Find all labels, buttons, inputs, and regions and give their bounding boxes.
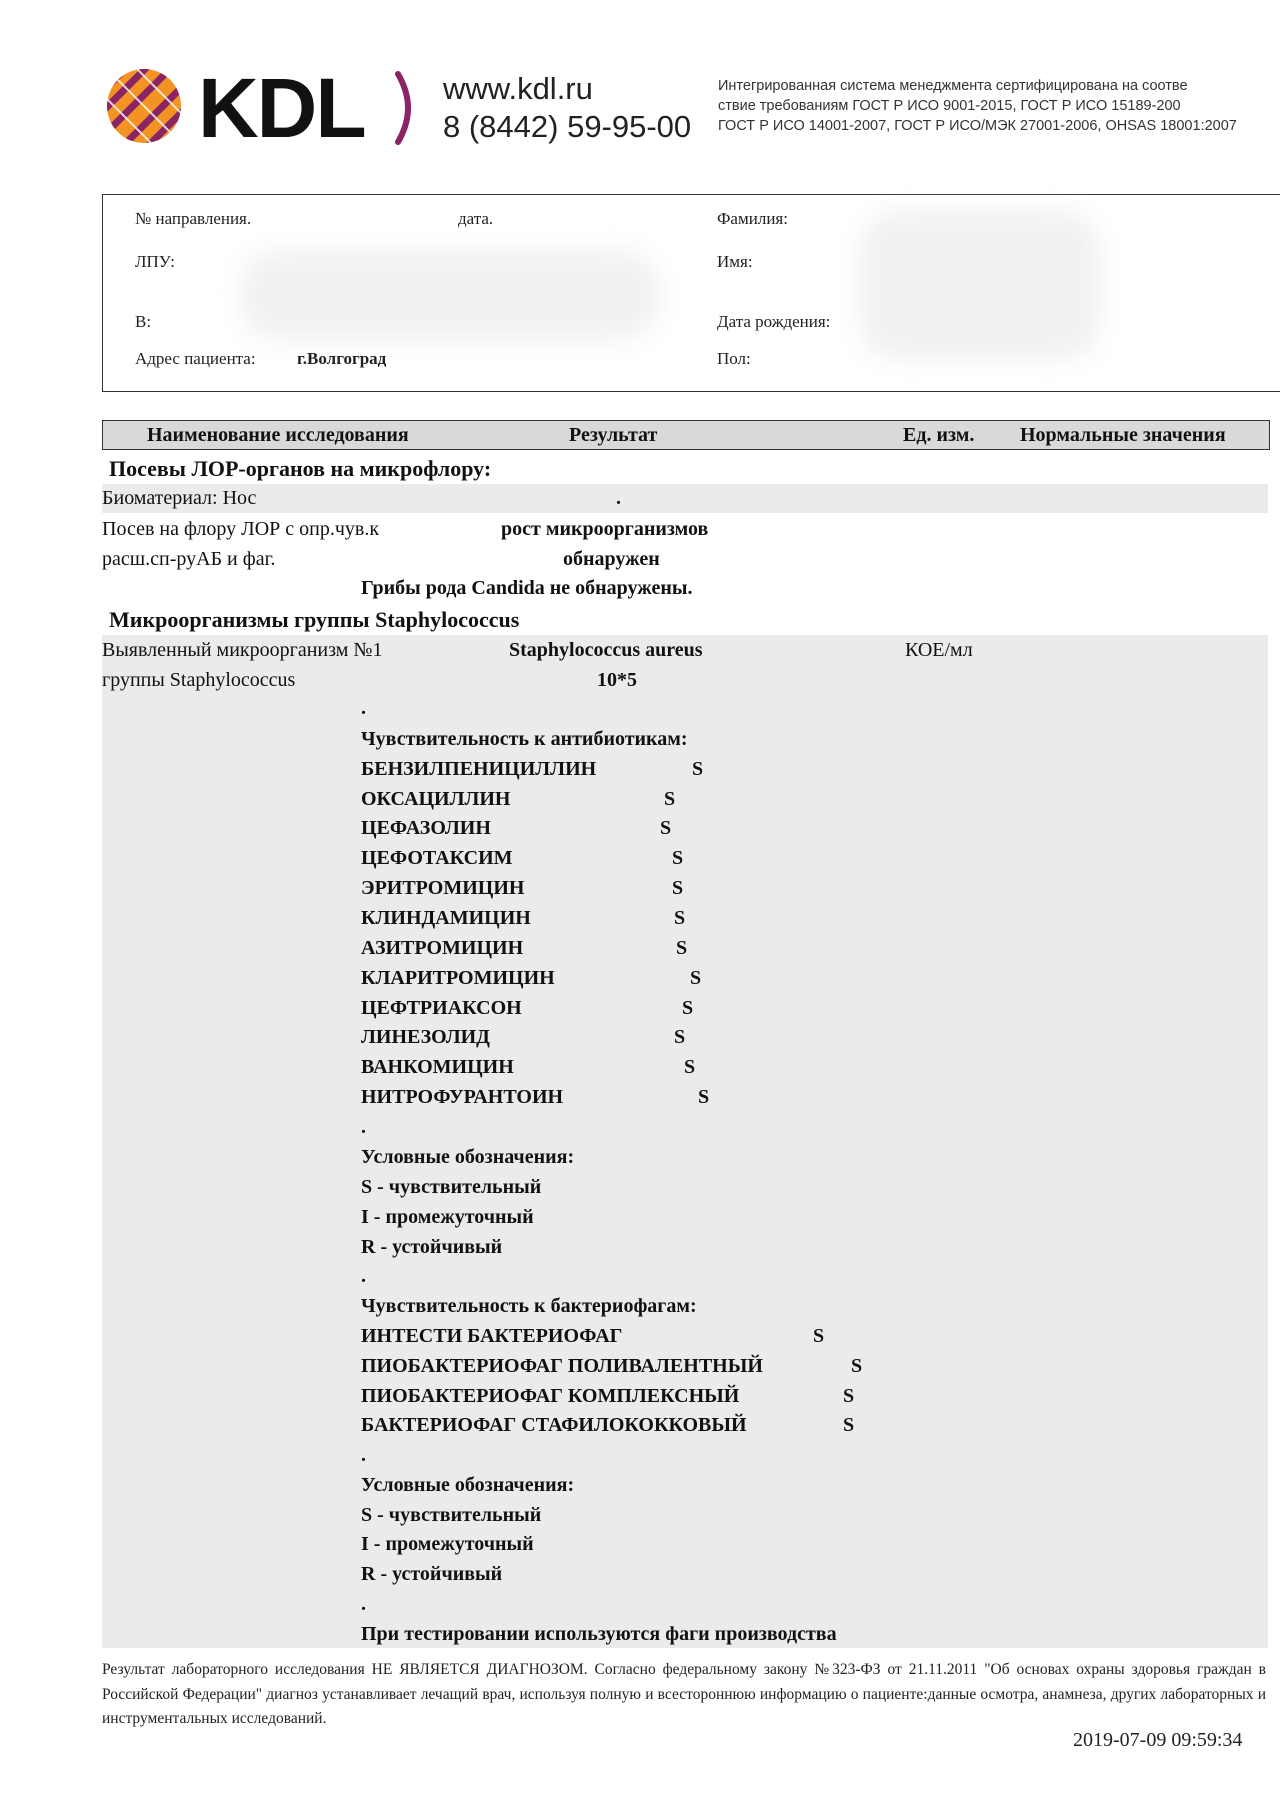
test-name-line-1: Посев на флору ЛОР с опр.чув.к xyxy=(102,518,380,540)
legend-item: R - устойчивый xyxy=(361,1236,503,1258)
antibiotic-name: ЦЕФТРИАКСОН xyxy=(361,997,522,1019)
section-title: Посевы ЛОР-органов на микрофлору: xyxy=(109,456,492,481)
birth-date-label: Дата рождения: xyxy=(717,312,831,331)
antibiotic-name: КЛАРИТРОМИЦИН xyxy=(361,967,555,989)
lpu-label: ЛПУ: xyxy=(135,252,175,271)
biomaterial: Биоматериал: Нос xyxy=(102,487,257,509)
chevron-right-icon xyxy=(392,70,422,146)
antibiotic-result: S xyxy=(690,967,702,989)
antibiotics-title: Чувствительность к антибиотикам: xyxy=(361,728,688,750)
antibiotic-result: S xyxy=(684,1056,696,1078)
legend-item: S - чувствительный xyxy=(361,1504,542,1526)
certification-line-1: Интегрированная система менеджмента сертифицирована на соотве xyxy=(718,78,1188,94)
separator-dot: . xyxy=(361,1116,366,1138)
phage-name: ПИОБАКТЕРИОФАГ КОМПЛЕКСНЫЙ xyxy=(361,1385,740,1407)
separator-dot: . xyxy=(361,1593,366,1615)
phage-name: БАКТЕРИОФАГ СТАФИЛОКОККОВЫЙ xyxy=(361,1414,747,1436)
phages-title: Чувствительность к бактериофагам: xyxy=(361,1295,697,1317)
antibiotic-result: S xyxy=(672,877,684,899)
antibiotic-result: S xyxy=(674,907,686,929)
candida-result: Грибы рода Candida не обнаружены. xyxy=(361,577,693,599)
test-name-line-2: расш.сп-руАБ и фаг. xyxy=(102,548,276,570)
biomaterial-dot: . xyxy=(616,487,621,509)
disclaimer: Результат лабораторного исследования НЕ ЯВЛЯЕТСЯ ДИАГНОЗОМ. Согласно федеральному закону №323-ФЗ от 21.11.2011 "Об основах охраны здоровья граждан в Российской Федерации" диагноз устанавливает лечащий врач, используя полную и всестороннюю информацию о пациенте:данные осмотра, анамнеза, других лабораторных и инструментальных исследований. xyxy=(102,1661,1266,1727)
antibiotic-name: ЭРИТРОМИЦИН xyxy=(361,877,525,899)
address-value: г.Волгоград xyxy=(297,349,387,368)
separator-dot: . xyxy=(361,1265,366,1287)
row-background xyxy=(102,484,1268,513)
legend-item: R - устойчивый xyxy=(361,1563,503,1585)
antibiotic-result: S xyxy=(698,1086,710,1108)
column-name-header: Наименование исследования xyxy=(147,424,409,446)
section-background xyxy=(102,635,1268,1648)
antibiotic-name: БЕНЗИЛПЕНИЦИЛЛИН xyxy=(361,758,597,780)
phage-result: S xyxy=(813,1325,825,1347)
column-unit-header: Ед. изм. xyxy=(903,424,975,446)
in-label: В: xyxy=(135,312,152,331)
phage-result: S xyxy=(851,1355,863,1377)
section-title: Микроорганизмы группы Staphylococcus xyxy=(109,607,520,632)
antibiotic-name: ОКСАЦИЛЛИН xyxy=(361,788,511,810)
certification-line-3: ГОСТ Р ИСО 14001-2007, ГОСТ Р ИСО/МЭК 27001-2006, OHSAS 18001:2007 xyxy=(718,118,1237,134)
legend-title: Условные обозначения: xyxy=(361,1146,575,1168)
organism-count: 10*5 xyxy=(597,669,637,691)
redacted-area xyxy=(240,250,660,340)
separator-dot: . xyxy=(361,1444,366,1466)
antibiotic-name: НИТРОФУРАНТОИН xyxy=(361,1086,564,1108)
test-result-line-2: обнаружен xyxy=(563,548,660,570)
separator-dot: . xyxy=(361,697,366,719)
antibiotic-result: S xyxy=(682,997,694,1019)
test-result-line-1: рост микроорганизмов xyxy=(501,518,709,540)
referral-label: № направления. xyxy=(135,209,252,228)
column-result-header: Результат xyxy=(569,424,658,446)
kdl-logo-icon xyxy=(106,68,182,144)
timestamp: 2019-07-09 09:59:34 xyxy=(1073,1729,1243,1751)
phage-result: S xyxy=(843,1414,855,1436)
antibiotic-result: S xyxy=(664,788,676,810)
certification-line-2: ствие требованиям ГОСТ Р ИСО 9001-2015, ГОСТ Р ИСО 15189-200 xyxy=(718,98,1181,114)
legend-title: Условные обозначения: xyxy=(361,1474,575,1496)
organism-unit: КОЕ/мл xyxy=(905,639,973,661)
antibiotic-name: ЦЕФОТАКСИМ xyxy=(361,847,513,869)
antibiotic-name: КЛИНДАМИЦИН xyxy=(361,907,531,929)
antibiotic-result: S xyxy=(660,817,672,839)
antibiotic-result: S xyxy=(692,758,704,780)
antibiotic-name: АЗИТРОМИЦИН xyxy=(361,937,524,959)
legend-item: I - промежуточный xyxy=(361,1206,534,1228)
surname-label: Фамилия: xyxy=(717,209,788,228)
organism-label-line-1: Выявленный микроорганизм №1 xyxy=(102,639,383,661)
organism-name: Staphylococcus aureus xyxy=(509,639,703,661)
antibiotic-result: S xyxy=(672,847,684,869)
column-norm-header: Нормальные значения xyxy=(1020,424,1226,446)
sex-label: Пол: xyxy=(717,349,751,368)
antibiotic-name: ЛИНЕЗОЛИД xyxy=(361,1026,490,1048)
phone-number: 8 (8442) 59-95-00 xyxy=(443,109,692,144)
date-label: дата. xyxy=(458,209,494,228)
table-header xyxy=(102,420,1270,450)
phage-name: ИНТЕСТИ БАКТЕРИОФАГ xyxy=(361,1325,623,1347)
organism-label-line-2: группы Staphylococcus xyxy=(102,669,296,691)
website-link[interactable]: www.kdl.ru xyxy=(443,71,593,106)
antibiotic-name: ЦЕФАЗОЛИН xyxy=(361,817,491,839)
phage-result: S xyxy=(843,1385,855,1407)
phage-name: ПИОБАКТЕРИОФАГ ПОЛИВАЛЕНТНЫЙ xyxy=(361,1355,763,1377)
address-label: Адрес пациента: xyxy=(135,349,256,368)
redacted-area xyxy=(860,210,1100,360)
legend-item: S - чувствительный xyxy=(361,1176,542,1198)
brand-name: KDL xyxy=(198,61,365,155)
phage-note: При тестировании используются фаги производства xyxy=(361,1623,837,1645)
legend-item: I - промежуточный xyxy=(361,1533,534,1555)
name-label: Имя: xyxy=(717,252,753,271)
antibiotic-result: S xyxy=(676,937,688,959)
antibiotic-result: S xyxy=(674,1026,686,1048)
antibiotic-name: ВАНКОМИЦИН xyxy=(361,1056,514,1078)
